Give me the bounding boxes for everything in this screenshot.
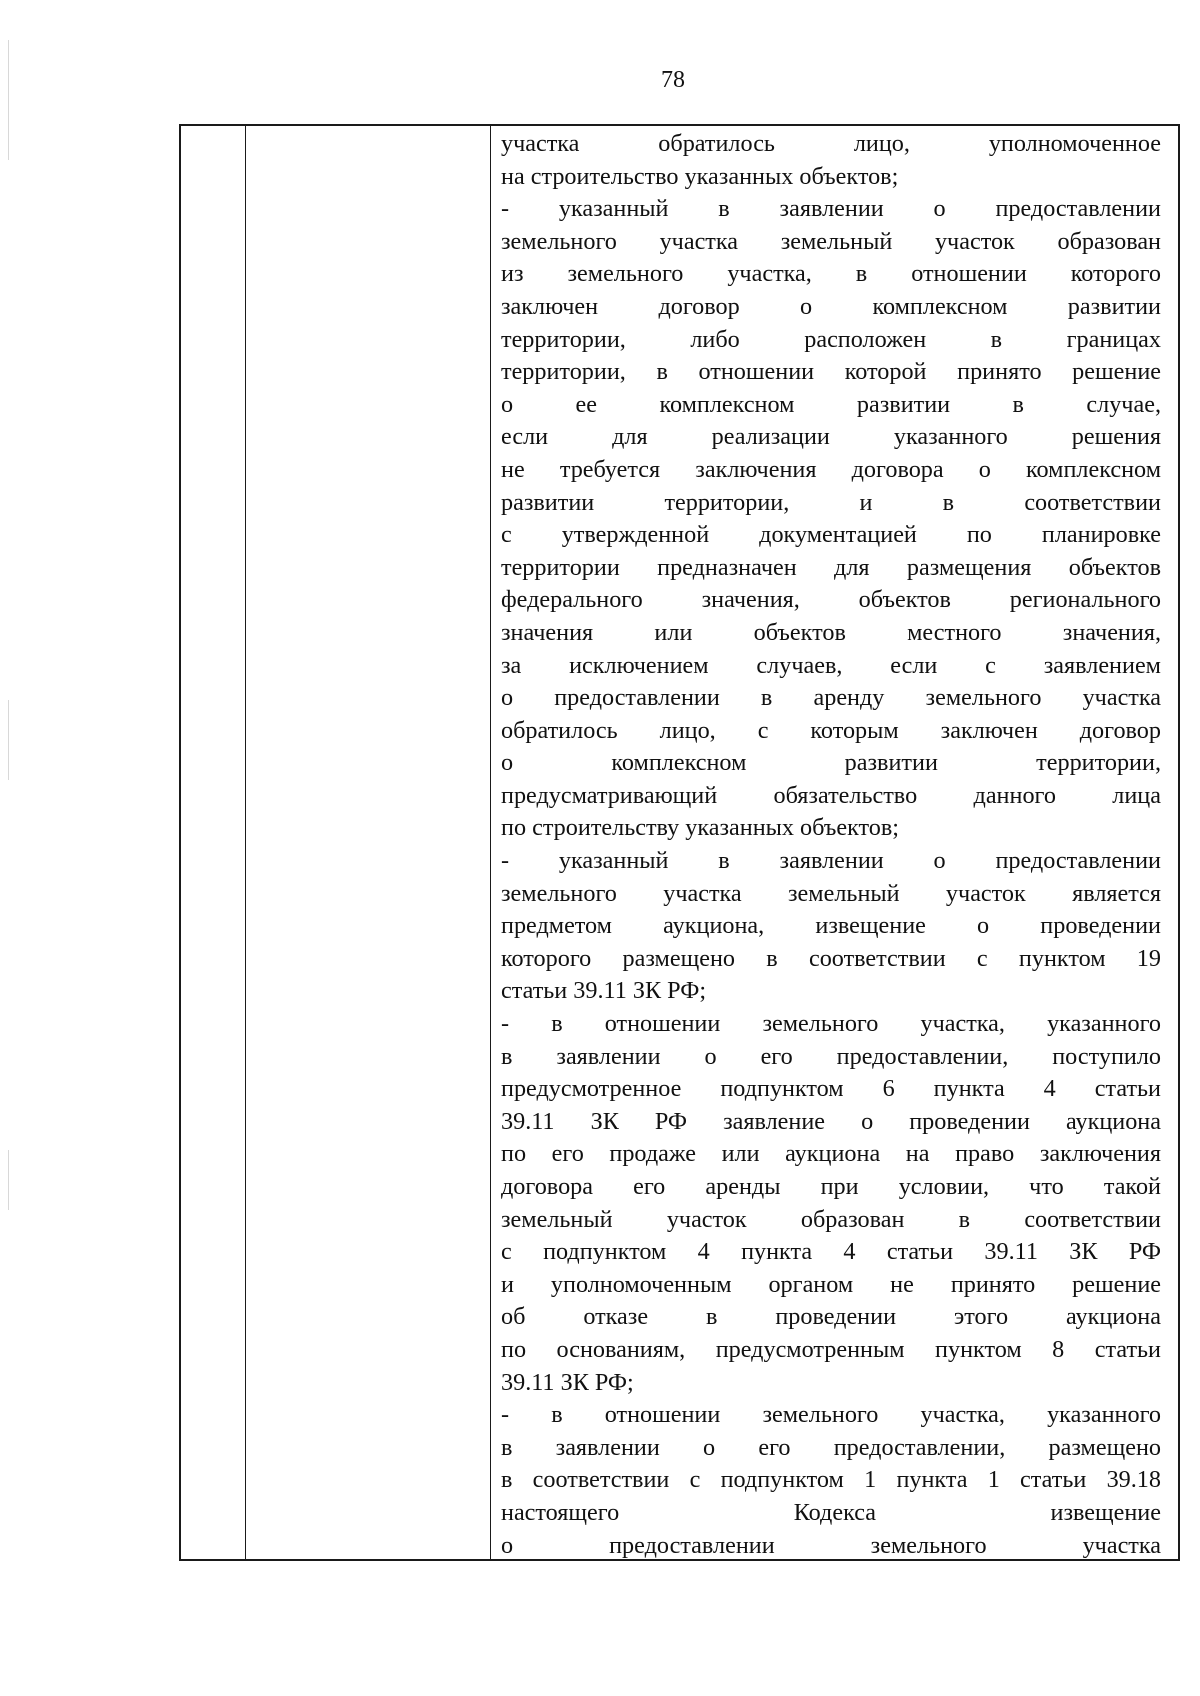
- text-line: - в отношении земельного участка, указанного: [501, 1010, 1161, 1038]
- text-line: обратилось лицо, с которым заключен договор: [501, 716, 1161, 744]
- text-line: земельного участка земельный участок является: [501, 879, 1161, 907]
- text-line: - указанный в заявлении о предоставлении: [501, 847, 1161, 875]
- text-line: значения или объектов местного значения,: [501, 618, 1161, 646]
- text-line: - указанный в заявлении о предоставлении: [501, 195, 1161, 223]
- table-column-divider: [245, 126, 246, 1559]
- text-line: настоящего Кодекса извещение: [501, 1498, 1161, 1526]
- table-column-divider: [490, 126, 491, 1559]
- text-line: которого размещено в соответствии с пунктом 19: [501, 944, 1161, 972]
- text-line: территории, либо расположен в границах: [501, 325, 1161, 353]
- text-line: о ее комплексном развитии в случае,: [501, 390, 1161, 418]
- text-line: о предоставлении в аренду земельного участка: [501, 684, 1161, 712]
- text-line: предусмотренное подпунктом 6 пункта 4 статьи: [501, 1075, 1161, 1103]
- table-cell-text: [501, 128, 1161, 1562]
- document-table: [179, 124, 1180, 1561]
- text-line: земельный участок образован в соответствии: [501, 1205, 1161, 1233]
- text-line: развитии территории, и в соответствии: [501, 488, 1161, 516]
- text-line: заключен договор о комплексном развитии: [501, 292, 1161, 320]
- text-line: не требуется заключения договора о комплексном: [501, 455, 1161, 483]
- text-line: 39.11 ЗК РФ;: [501, 1368, 634, 1396]
- text-line: территории предназначен для размещения объектов: [501, 553, 1161, 581]
- text-line: с утвержденной документацией по планировке: [501, 521, 1161, 549]
- text-line: по его продаже или аукциона на право заключения: [501, 1140, 1161, 1168]
- text-line: если для реализации указанного решения: [501, 423, 1161, 451]
- text-line: о комплексном развитии территории,: [501, 749, 1161, 777]
- text-line: на строительство указанных объектов;: [501, 162, 899, 190]
- text-line: в заявлении о его предоставлении, размещено: [501, 1433, 1161, 1461]
- text-line: и уполномоченным органом не принято решение: [501, 1270, 1161, 1298]
- text-line: статьи 39.11 ЗК РФ;: [501, 977, 707, 1005]
- page-number: [0, 66, 1200, 94]
- scan-edge-mark: [8, 1150, 9, 1210]
- text-line: 39.11 ЗК РФ заявление о проведении аукциона: [501, 1107, 1161, 1135]
- text-line: о предоставлении земельного участка: [501, 1531, 1161, 1559]
- text-line: по основаниям, предусмотренным пунктом 8 статьи: [501, 1335, 1161, 1363]
- text-line: - в отношении земельного участка, указанного: [501, 1401, 1161, 1429]
- text-line: с подпунктом 4 пункта 4 статьи 39.11 ЗК РФ: [501, 1238, 1161, 1266]
- text-line: за исключением случаев, если с заявлением: [501, 651, 1161, 679]
- text-line: территории, в отношении которой принято решение: [501, 358, 1161, 386]
- text-line: в соответствии с подпунктом 1 пункта 1 статьи 39.18: [501, 1466, 1161, 1494]
- text-line: по строительству указанных объектов;: [501, 814, 900, 842]
- text-line: земельного участка земельный участок образован: [501, 227, 1161, 255]
- text-line: предусматривающий обязательство данного лица: [501, 781, 1161, 809]
- text-line: в заявлении о его предоставлении, поступило: [501, 1042, 1161, 1070]
- text-line: договора его аренды при условии, что такой: [501, 1173, 1161, 1200]
- text-line: федерального значения, объектов регионального: [501, 586, 1161, 614]
- text-line: об отказе в проведении этого аукциона: [501, 1303, 1161, 1331]
- scan-edge-mark: [8, 700, 9, 780]
- text-line: из земельного участка, в отношении которого: [501, 260, 1161, 288]
- scan-edge-mark: [8, 40, 9, 160]
- text-line: предметом аукциона, извещение о проведении: [501, 912, 1161, 940]
- text-line: участка обратилось лицо, уполномоченное: [501, 130, 1161, 157]
- page-number-text: 78: [661, 67, 685, 93]
